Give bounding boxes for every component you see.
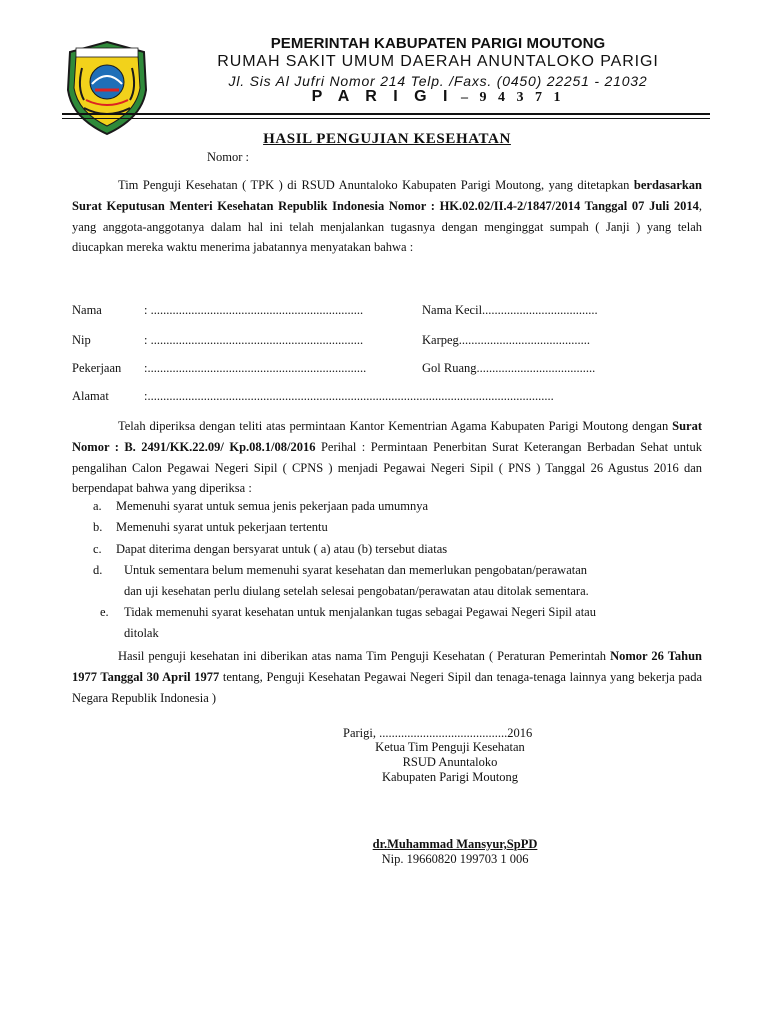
- list-text: Dapat diterima dengan bersyarat untuk ( a) atau (b) tersebut diatas: [116, 542, 448, 556]
- signature-role: Ketua Tim Penguji Kesehatan: [375, 740, 525, 754]
- field-label2-text: Nama Kecil: [422, 303, 483, 317]
- list-text: Memenuhi syarat untuk semua jenis pekerjaan pada umumnya: [116, 499, 429, 513]
- field-label: Pekerjaan: [72, 361, 122, 375]
- intro-text: Tim Penguji Kesehatan ( TPK ) di RSUD Anuntaloko Kabupaten Parigi Moutong, yang ditetapkan: [118, 178, 634, 192]
- list-item-e-cont: [124, 626, 159, 641]
- field-label2: [422, 361, 595, 376]
- field-label: Alamat: [72, 389, 109, 403]
- field-value: :......................................................................: [144, 361, 367, 375]
- signature-date: Parigi, .........................................2016: [343, 726, 533, 740]
- document-title: HASIL PENGUJIAN KESEHATAN: [263, 131, 511, 147]
- letterhead-rule-thin: [62, 118, 710, 119]
- field-value2: ......................................: [476, 361, 596, 375]
- field-label: Nama: [72, 303, 102, 317]
- signature-org: RSUD Anuntaloko: [402, 755, 498, 769]
- letterhead-address: Jl. Sis Al Jufri Nomor 214 Telp. /Faxs. (0450) 22251 - 21032: [228, 73, 648, 89]
- closing-text-cont: tentang, Penguji Kesehatan Pegawai Negeri Sipil dan tenaga-tenaga lainnya yang bekerja pada Negara Republik Indonesia ): [72, 669, 702, 705]
- list-marker: c.: [93, 542, 102, 556]
- field-value: : ....................................................................: [144, 333, 364, 347]
- field-value: : ....................................................................: [144, 303, 364, 317]
- intro-paragraph: [72, 175, 702, 258]
- closing-text: Hasil penguji kesehatan ini diberikan atas nama Tim Penguji Kesehatan ( Peraturan Pemerintah: [118, 649, 611, 663]
- exam-text: Telah diperiksa dengan teliti atas permintaan Kantor Kementrian Agama Kabupaten Parigi Moutong dengan: [118, 419, 673, 433]
- list-marker: d.: [93, 563, 103, 577]
- exam-paragraph: [72, 416, 702, 499]
- exam-text-cont: Perihal : Permintaan Penerbitan Surat Keterangan Berbadan Sehat untuk pengalihan Calon Pegawai Negeri Sipil ( CPNS ) menjadi Pegawai Negeri Sipil ( PNS ) Tanggal 26 Agustus 2016 dan berpendapat bahwa yang diperiksa :: [72, 439, 702, 496]
- intro-decree: berdasarkan Surat Keputusan Menteri Kesehatan Republik Indonesia Nomor : HK.02.02/II.4-2/1847/2014 Tanggal 07 Juli 2014: [72, 178, 702, 213]
- closing-paragraph: [72, 646, 702, 708]
- field-value2: ..........................................: [458, 333, 591, 347]
- list-marker: e.: [100, 605, 109, 619]
- intro-text-cont: , yang anggota-anggotanya dalam hal ini telah menjalankan tugasnya dengan menginggat sumpah ( Janji ) yang telah diucapkan mereka waktu menerima jabatannya menyatakan bahwa :: [72, 198, 702, 255]
- list-marker: b.: [93, 520, 103, 534]
- field-value: :..................................................................................................................................: [144, 389, 554, 403]
- exam-letter-number: Surat Nomor : B. 2491/KK.22.09/ Kp.08.1/08/2016: [72, 419, 702, 454]
- list-item-d-cont: [124, 584, 589, 599]
- city-name: P A R I G I: [311, 88, 454, 105]
- closing-regulation: Nomor 26 Tahun 1977 Tanggal 30 April 1977: [72, 649, 702, 684]
- signatory-nip: Nip. 19660820 199703 1 006: [381, 852, 529, 866]
- list-marker: a.: [93, 499, 102, 513]
- list-text: ditolak: [124, 626, 159, 640]
- list-text: dan uji kesehatan perlu diulang setelah selesai pengobatan/perawatan atau ditolak sementara.: [124, 584, 589, 598]
- postal-code: – 9 4 3 7 1: [453, 90, 565, 105]
- field-label2-text: Karpeg: [422, 333, 459, 347]
- signatory-name: dr.Muhammad Mansyur,SpPD: [372, 837, 538, 851]
- signature-region: Kabupaten Parigi Moutong: [381, 770, 519, 784]
- list-text: Tidak memenuhi syarat kesehatan untuk menjalankan tugas sebagai Pegawai Negeri Sipil atau: [124, 605, 596, 619]
- field-label2-text: Gol Ruang: [422, 361, 477, 375]
- field-value2: .....................................: [482, 303, 598, 317]
- letterhead-city: [168, 88, 708, 106]
- letterhead-hospital: RUMAH SAKIT UMUM DAERAH ANUNTALOKO PARIGI: [217, 53, 659, 70]
- letterhead-rule-thick: [62, 113, 710, 115]
- document-number: Nomor :: [207, 150, 250, 164]
- field-label: Nip: [72, 333, 91, 347]
- letterhead-government: PEMERINTAH KABUPATEN PARIGI MOUTONG: [270, 35, 606, 52]
- field-label2: [422, 303, 598, 318]
- list-text: Untuk sementara belum memenuhi syarat kesehatan dan memerlukan pengobatan/perawatan: [124, 563, 588, 577]
- field-label2: [422, 333, 590, 348]
- list-text: Memenuhi syarat untuk pekerjaan tertentu: [116, 520, 328, 534]
- regency-emblem-icon: [62, 38, 152, 138]
